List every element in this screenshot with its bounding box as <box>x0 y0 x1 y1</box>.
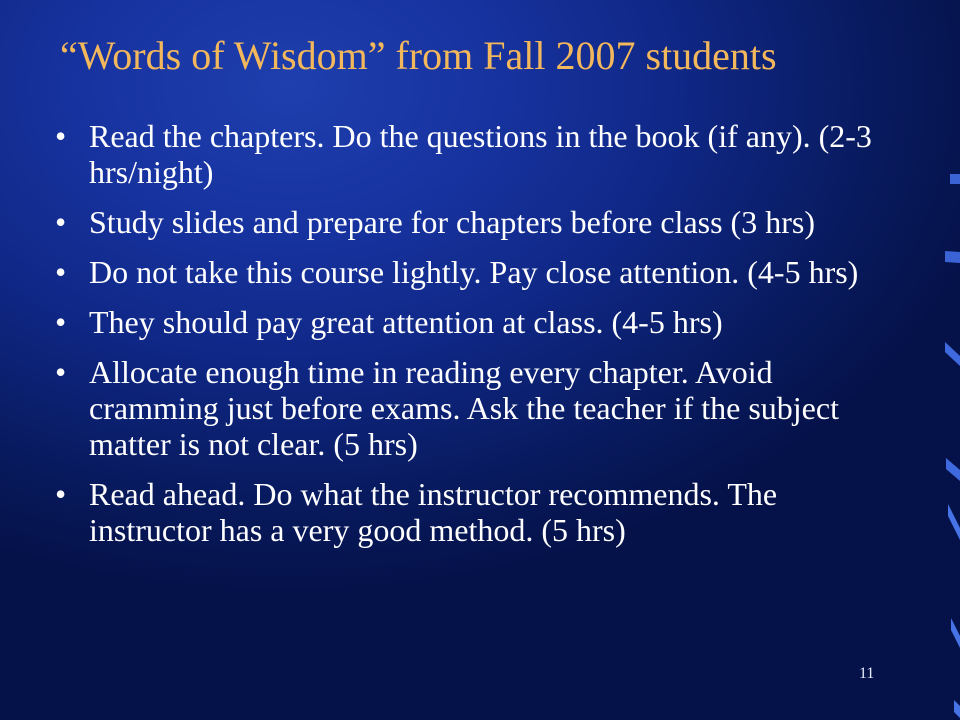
slide-title: “Words of Wisdom” from Fall 2007 students <box>60 33 777 78</box>
bullet-item <box>55 204 905 240</box>
edge-mark <box>948 504 960 540</box>
edge-decoration <box>920 0 960 720</box>
bullet-dot: • <box>55 354 67 390</box>
bullet-text: Allocate enough time in reading every chapter. Avoid cramming just before exams. Ask the teacher if the subject matter is not clear. (5 hrs) <box>89 354 839 462</box>
edge-mark <box>945 342 960 366</box>
edge-mark <box>946 458 960 481</box>
bullet-dot: • <box>55 304 67 340</box>
bullet-text: They should pay great attention at class. (4-5 hrs) <box>89 304 723 340</box>
bullet-dot: • <box>55 118 67 154</box>
edge-mark <box>950 174 960 184</box>
bullet-list <box>55 118 905 562</box>
bullet-text: Study slides and prepare for chapters before class (3 hrs) <box>89 204 815 240</box>
edge-mark <box>945 251 960 263</box>
bullet-item <box>55 118 905 190</box>
bullet-text: Read ahead. Do what the instructor recommends. The instructor has a very good method. (5 hrs) <box>89 476 778 548</box>
page-number: 11 <box>859 665 875 682</box>
edge-mark <box>951 618 960 648</box>
bullet-dot: • <box>55 476 67 512</box>
bullet-item <box>55 354 905 462</box>
bullet-text: Do not take this course lightly. Pay close attention. (4-5 hrs) <box>89 254 859 290</box>
bullet-dot: • <box>55 204 67 240</box>
bullet-item <box>55 304 905 340</box>
bullet-text: Read the chapters. Do the questions in the book (if any). (2-3 hrs/night) <box>89 118 872 190</box>
bullet-item <box>55 254 905 290</box>
bullet-dot: • <box>55 254 67 290</box>
edge-mark <box>954 700 960 718</box>
bullet-item <box>55 476 905 548</box>
